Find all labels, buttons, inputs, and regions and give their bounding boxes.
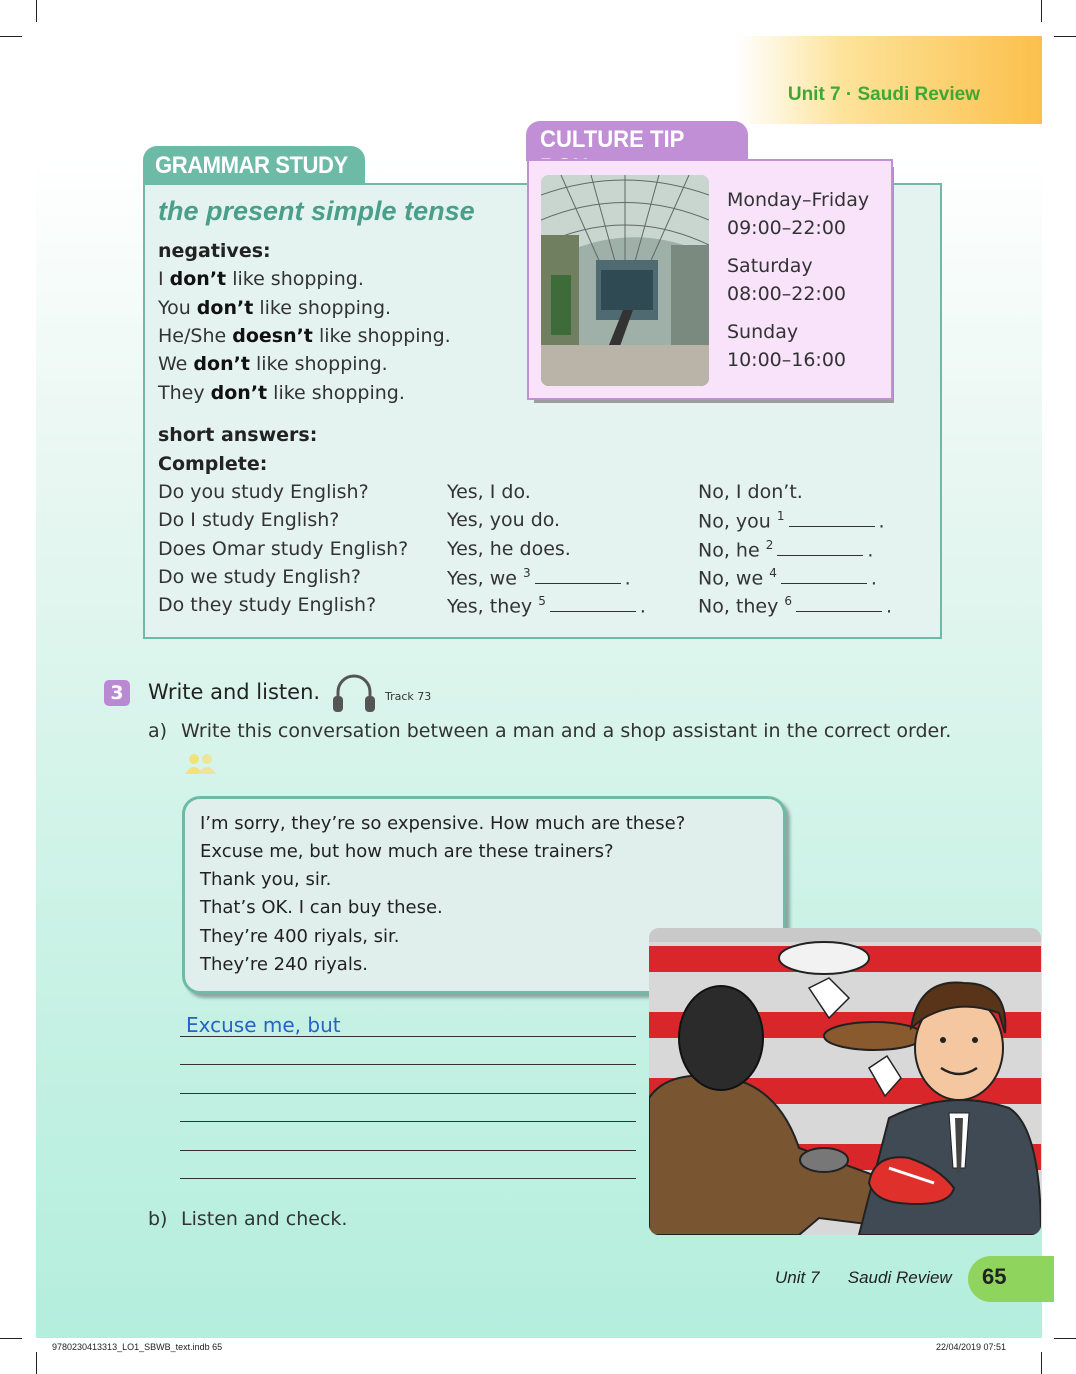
grammar-tab <box>143 146 365 186</box>
part-a-instruction: Write this conversation between a man and a shop assistant in the correct order. <box>181 720 952 742</box>
question: Do I study English? <box>158 509 340 531</box>
answer-blank[interactable] <box>796 597 882 612</box>
complete-label: Complete: <box>158 453 268 475</box>
yes-answer: Yes, I do. <box>447 481 531 503</box>
negative-line: He/She doesn’t like shopping. <box>158 325 451 347</box>
negative-line: We don’t like shopping. <box>158 353 388 375</box>
mall-photo <box>541 175 709 386</box>
negative-line: They don’t like shopping. <box>158 382 405 404</box>
part-b-label: b) <box>148 1208 168 1230</box>
writing-line[interactable] <box>180 1093 636 1094</box>
grammar-tab-label: GRAMMAR STUDY <box>155 152 348 179</box>
conversation-line: They’re 400 riyals, sir. <box>200 926 400 947</box>
writing-line[interactable] <box>180 1121 636 1122</box>
pair-work-icon <box>180 752 222 776</box>
conversation-line: That’s OK. I can buy these. <box>200 897 443 918</box>
hours-time: 09:00–22:00 <box>727 217 847 239</box>
yes-answer: Yes, he does. <box>447 538 571 560</box>
no-answer: No, he $^2$ . <box>698 538 874 562</box>
answer-blank[interactable] <box>535 569 621 584</box>
yes-answer: Yes, you do. <box>447 509 561 531</box>
writing-line[interactable] <box>180 1064 636 1065</box>
yes-answer: Yes, we $^3$ . <box>447 566 631 590</box>
answer-blank[interactable] <box>781 569 867 584</box>
hours-days: Saturday <box>727 255 813 277</box>
no-answer: No, I don’t. <box>698 481 803 503</box>
conversation-line: They’re 240 riyals. <box>200 954 368 975</box>
short-answers-label: short answers: <box>158 424 318 446</box>
culture-tip-tab <box>526 121 748 161</box>
page-number: 65 <box>982 1264 1007 1289</box>
exercise-number: 3 <box>104 680 130 706</box>
writing-line[interactable] <box>180 1178 636 1179</box>
yes-answer: Yes, they $^5$ . <box>447 594 646 618</box>
hours-time: 08:00–22:00 <box>727 283 847 305</box>
footer-running-head: Unit 7 Saudi Review <box>775 1268 952 1287</box>
negative-line: You don’t like shopping. <box>158 297 392 319</box>
no-answer: No, we $^4$ . <box>698 566 877 590</box>
conversation-line: Thank you, sir. <box>200 869 332 890</box>
page-number-badge <box>968 1256 1054 1302</box>
crop-mark <box>1054 36 1076 37</box>
answer-blank[interactable] <box>777 541 863 556</box>
negatives-label: negatives: <box>158 240 271 262</box>
crop-mark <box>36 1352 37 1374</box>
print-date: 22/04/2019 07:51 <box>936 1342 1007 1352</box>
headphones-icon[interactable] <box>330 670 378 716</box>
track-number: Track 73 <box>385 690 432 703</box>
shop-scene <box>649 928 1041 1235</box>
crop-mark <box>1054 1338 1076 1339</box>
no-answer: No, you $^1$ . <box>698 509 885 533</box>
question: Do they study English? <box>158 594 377 616</box>
writing-line[interactable] <box>180 1150 636 1151</box>
crop-mark <box>1041 0 1042 22</box>
conversation-line: I’m sorry, they’re so expensive. How much are these? <box>200 813 686 834</box>
question: Do we study English? <box>158 566 361 588</box>
part-b-instruction: Listen and check. <box>181 1208 348 1230</box>
culture-tip-tab-label: CULTURE TIP <box>540 126 684 153</box>
crop-mark <box>0 36 22 37</box>
handwritten-answer: Excuse me, but <box>186 1013 341 1037</box>
shop-illustration <box>649 928 1041 1235</box>
hours-time: 10:00–16:00 <box>727 349 847 371</box>
grammar-title: the present simple tense <box>158 196 475 226</box>
writing-line[interactable] <box>180 1036 636 1037</box>
question: Does Omar study English? <box>158 538 409 560</box>
crop-mark <box>36 0 37 22</box>
mall-photo-image <box>541 175 709 386</box>
part-a-label: a) <box>148 720 168 742</box>
print-slug: 9780230413313_LO1_SBWB_text.indb 65 <box>52 1342 223 1352</box>
unit-header <box>736 36 1042 124</box>
exercise-heading: Write and listen. <box>148 680 321 704</box>
unit-title: Unit 7 · Saudi Review <box>787 84 980 105</box>
hours-days: Sunday <box>727 321 799 343</box>
crop-mark <box>0 1338 22 1339</box>
no-answer: No, they $^6$ . <box>698 594 893 618</box>
answer-blank[interactable] <box>789 512 875 527</box>
negative-line: I don’t like shopping. <box>158 268 364 290</box>
question: Do you study English? <box>158 481 369 503</box>
answer-blank[interactable] <box>550 597 636 612</box>
hours-days: Monday–Friday <box>727 189 870 211</box>
crop-mark <box>1041 1352 1042 1374</box>
conversation-line: Excuse me, but how much are these trainers? <box>200 841 614 862</box>
